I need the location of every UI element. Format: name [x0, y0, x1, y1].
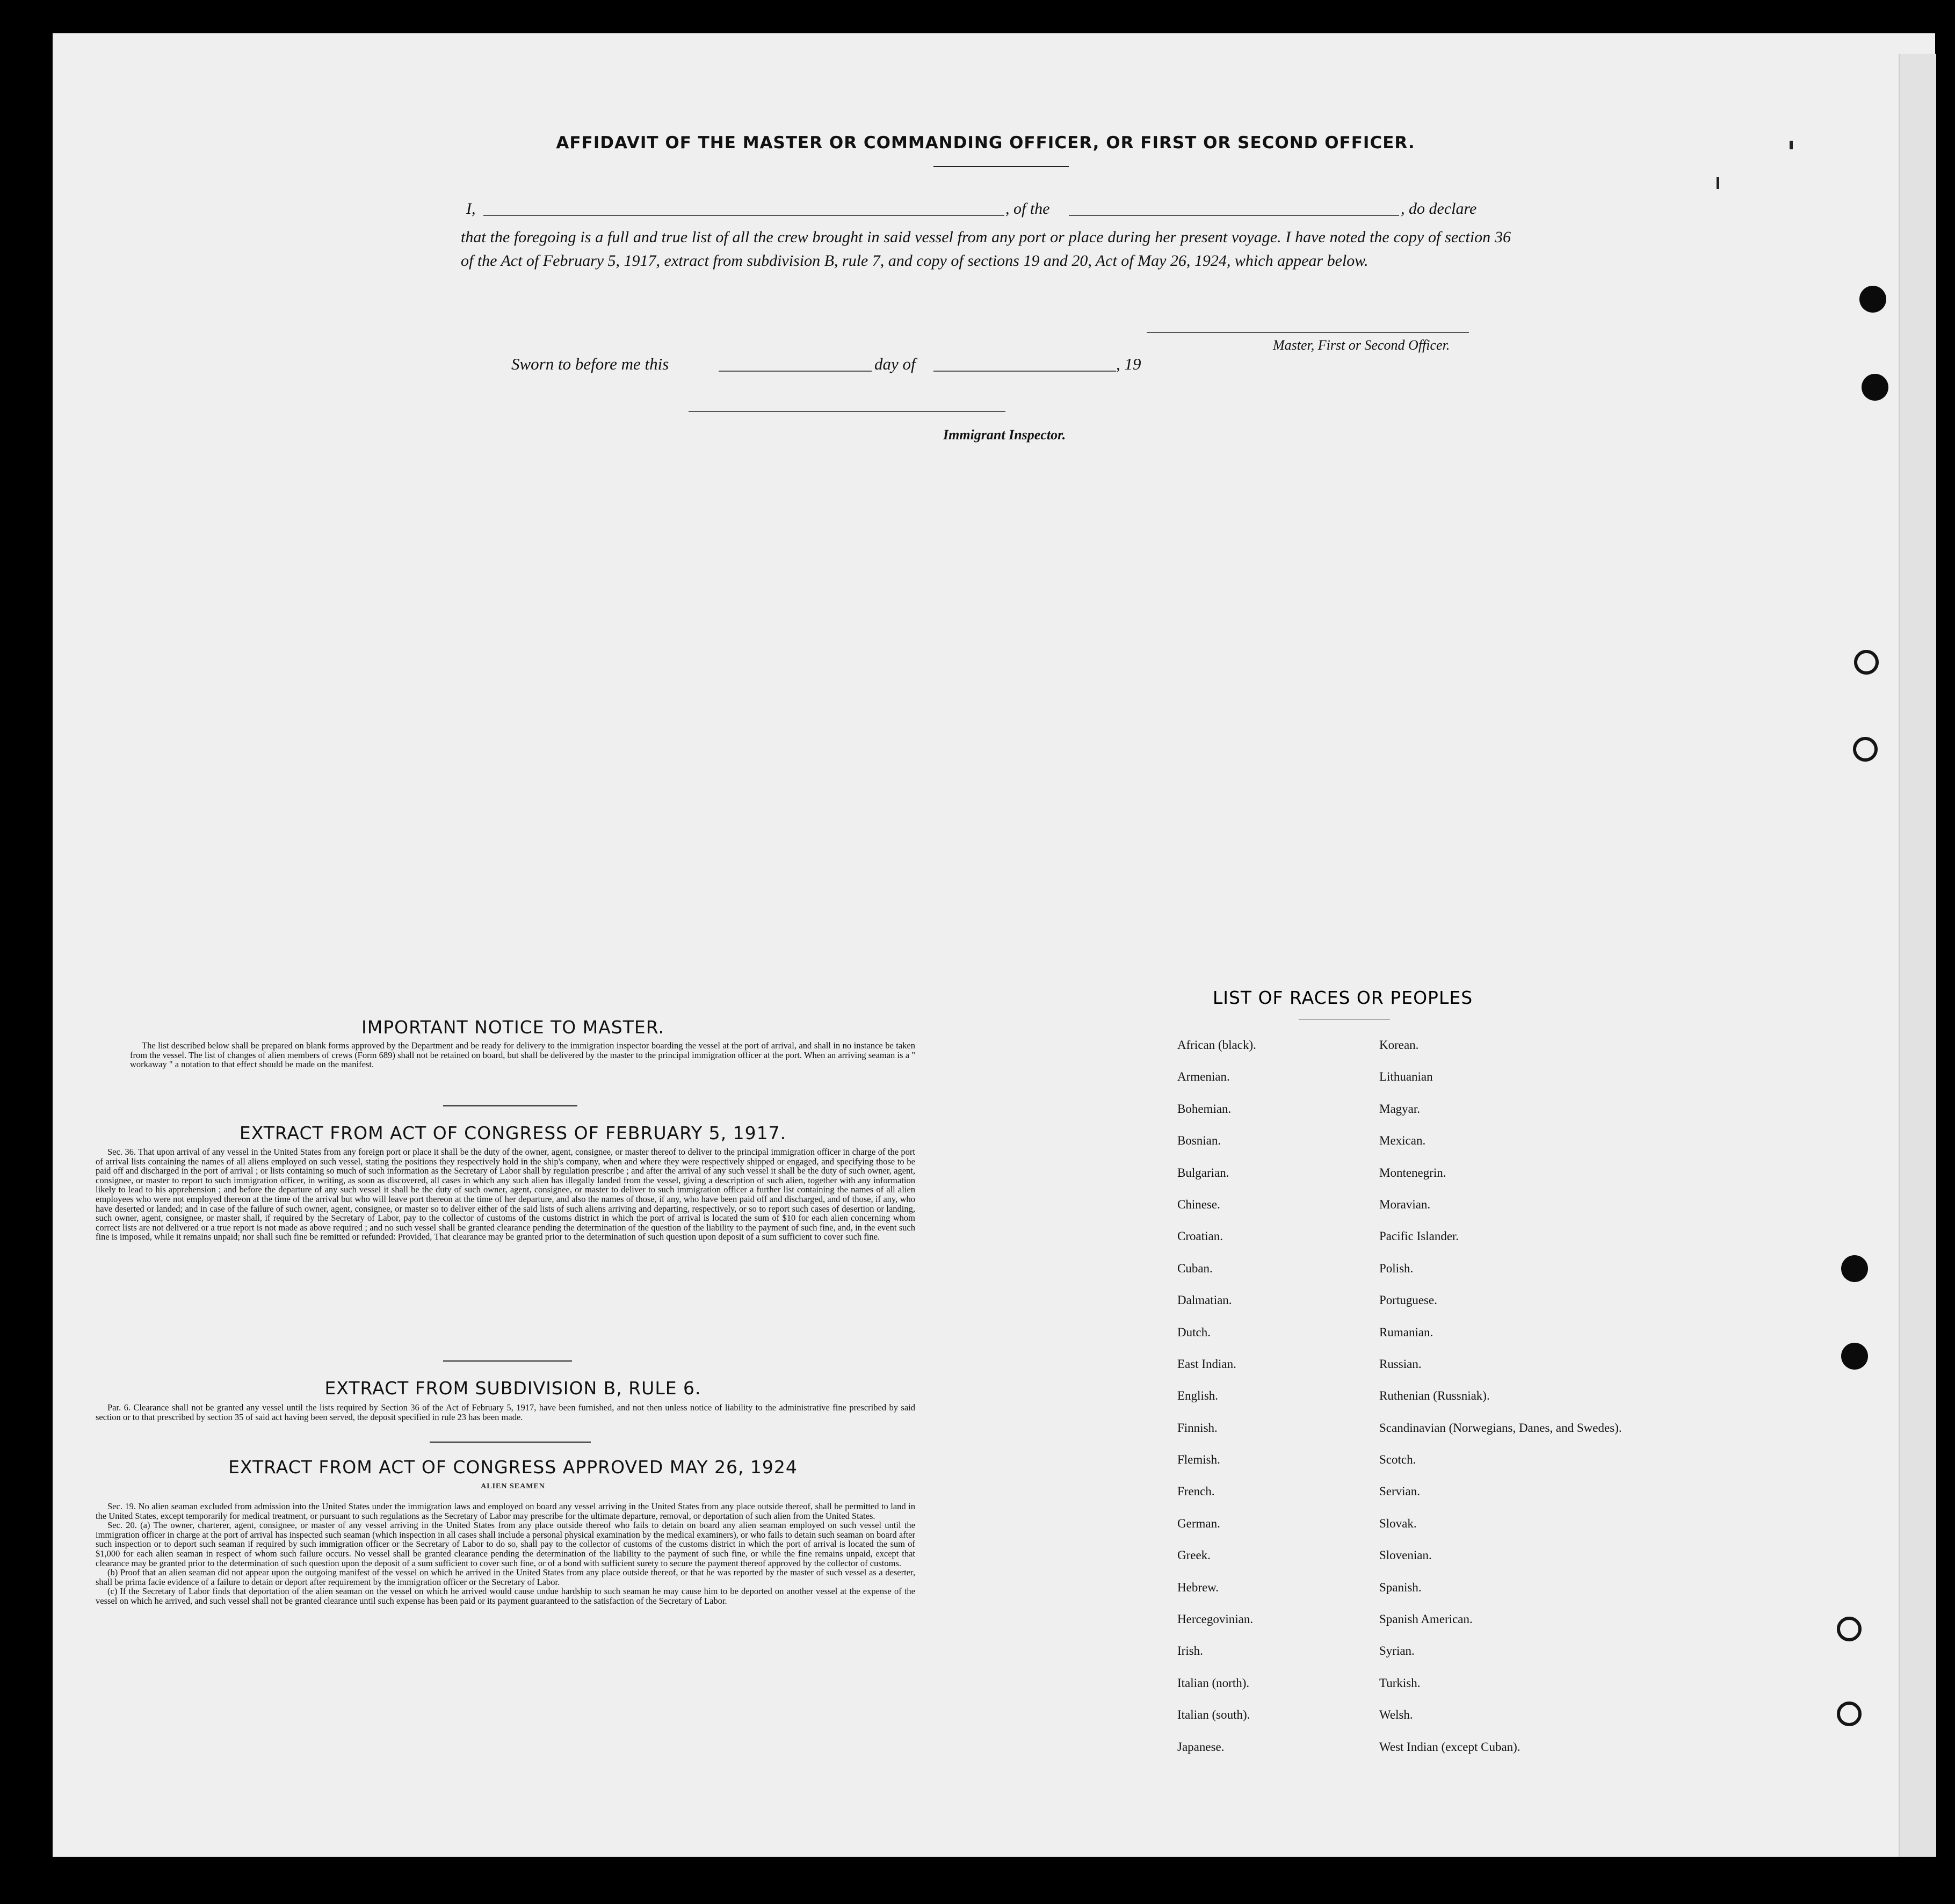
race-item: Bulgarian. — [1177, 1165, 1229, 1179]
race-item: Bosnian. — [1177, 1134, 1221, 1148]
punch-hole-ring — [1837, 1617, 1862, 1641]
race-item: Croatian. — [1177, 1229, 1223, 1243]
race-item: Spanish American. — [1379, 1612, 1473, 1626]
race-item: Irish. — [1177, 1644, 1203, 1658]
punch-hole-ring — [1853, 737, 1878, 762]
sheet-edge — [1899, 54, 1936, 1857]
race-item: Dutch. — [1177, 1325, 1211, 1339]
race-item: Armenian. — [1177, 1070, 1230, 1084]
race-item: Rumanian. — [1379, 1325, 1433, 1339]
race-item: Hercegovinian. — [1177, 1612, 1254, 1626]
race-item: Scotch. — [1379, 1453, 1416, 1467]
extract-rule6-body — [96, 1403, 915, 1422]
declaration-text: that the foregoing is a full and true list of all the crew brought in said vessel from any port or place during her present voyage. I have noted the copy of section 36 of the Act of February 5, 1917, extract from subdivision B, rule 7, and copy of sections 19 and 20, Act of May 26, 1924, which appear below. — [461, 228, 1511, 270]
extract-1917-title: EXTRACT FROM ACT OF CONGRESS OF FEBRUARY 5, 1917. — [239, 1123, 787, 1143]
extract-1924-title: EXTRACT FROM ACT OF CONGRESS APPROVED MAY 26, 1924 — [228, 1457, 798, 1478]
race-item: Servian. — [1379, 1485, 1421, 1498]
race-item: Lithuanian — [1379, 1070, 1433, 1084]
title-divider — [933, 166, 1069, 167]
race-item: Greek. — [1177, 1548, 1211, 1562]
race-item: Cuban. — [1177, 1261, 1213, 1275]
section-36-paragraph: Sec. 36. That upon arrival of any vessel in the United States from any foreign port or place it shall be the duty of the owner, agent, consignee, or master thereof to deliver to the principal immigration officer in charge of the port of arrival lists containing the names of all aliens employed on such vessel, stating the positions they respectively hold in the ship's company, when and where they were respectively shipped or engaged, and specifying those to be paid off and discharged in the port of arrival ; or lists containing so much of such information as the Secretary of Labor shall by regulation prescribe ; and after the arrival of any such vessel it shall be the duty of such owner, agent, consignee, or master to report to such immigration officer, in writing, as soon as discovered, all cases in which any such alien has illegally landed from the vessel, giving a description of such alien, together with any information likely to lead to his apprehension ; and before the departure of any such vessel it shall be the duty of such owner, agent, consignee, or master to deliver to such immigration officer a further list containing the names of all alien employees who were not employed thereon at the time of the arrival but who will leave port thereon at the time of her departure, and also the names of those, if any, who have been paid off and discharged, and of those, if any, who have deserted or landed; and in case of the failure of such owner, agent, consignee, or master so to deliver either of the said lists of such aliens arriving and departing, respectively, or so to report such cases of desertion or landing, such owner, agent, consignee, or master shall, if required by the Secretary of Labor, pay to the collector of customs of the customs district in which the port of arrival is located the sum of $10 for each alien concerning whom correct lists are not delivered or a true report is not made as above required ; and no such vessel shall be granted clearance pending the determination of the question of the liability to the payment of such fine, and, in the event such fine is imposed, while it remains unpaid; nor shall such fine be remitted or refunded: Provided, That clearance may be granted prior to the determination of such question upon deposit of a sum sufficient to cover such fine. — [96, 1147, 915, 1242]
vessel-name-line — [1069, 215, 1399, 216]
day-of-label: day of — [874, 354, 916, 373]
race-item: Russian. — [1379, 1357, 1422, 1371]
race-item: Moravian. — [1379, 1197, 1431, 1211]
race-item: Finnish. — [1177, 1421, 1218, 1435]
race-item: Polish. — [1379, 1261, 1414, 1275]
extract-1917-body — [96, 1147, 915, 1242]
section-divider — [443, 1105, 577, 1106]
year-label: , 19 — [1116, 354, 1141, 373]
race-item: Bohemian. — [1177, 1102, 1232, 1116]
race-item: Portuguese. — [1379, 1293, 1437, 1307]
sec-20b-paragraph: (b) Proof that an alien seaman did not appear upon the outgoing manifest of the vessel on which he arrived in the United States from any place outside thereof, or that he was reported by the master of such vessel as a deserter, shall be prima facie evidence of a failure to detain or deport after requirement by the immigration officer or the Secretary of Labor. — [96, 1567, 915, 1587]
sworn-month-line — [933, 371, 1116, 372]
race-item: German. — [1177, 1516, 1220, 1530]
race-item: Slovenian. — [1379, 1548, 1432, 1562]
notice-paragraph: The list described below shall be prepared on blank forms approved by the Department and be ready for delivery to the immigration inspector boarding the vessel at the port of arrival, and shall in no instance be taken from the vessel. The list of changes of alien members of crews (Form 689) shall not be retained on board, but shall be delivered by the master to the principal immigration officer at the port. When an arriving seaman is a " workaway " a notation to that effect should be made on the manifest. — [130, 1040, 915, 1070]
race-item: Syrian. — [1379, 1644, 1415, 1658]
punch-hole-ring — [1837, 1702, 1862, 1726]
race-item: Slovak. — [1379, 1516, 1417, 1530]
sworn-day-line — [719, 371, 872, 372]
punch-hole — [1859, 286, 1886, 313]
punch-hole — [1841, 1255, 1868, 1282]
pen-mark — [1790, 141, 1793, 149]
notice-body — [130, 1041, 915, 1069]
pen-mark — [1717, 177, 1719, 189]
master-signature-line — [1147, 332, 1469, 333]
race-item: East Indian. — [1177, 1357, 1236, 1371]
extract-rule6-title: EXTRACT FROM SUBDIVISION B, RULE 6. — [324, 1378, 701, 1399]
race-item: African (black). — [1177, 1038, 1256, 1052]
sec-19-paragraph: Sec. 19. No alien seaman excluded from admission into the United States under the immigration laws and employed on board any vessel arriving in the United States from any place outside thereof, shall be permitted to land in the United States, except temporarily for medical treatment, or pursuant to such regulations as the Secretary of Labor may prescribe for the ultimate departure, removal, or deportation of such alien from the United States. — [96, 1501, 915, 1521]
race-item: Japanese. — [1177, 1740, 1225, 1754]
punch-hole — [1862, 374, 1888, 401]
race-item: Korean. — [1379, 1038, 1419, 1052]
race-item: Magyar. — [1379, 1102, 1421, 1116]
alien-seamen-subtitle: ALIEN SEAMEN — [481, 1482, 545, 1490]
races-left-column — [1177, 1038, 1256, 1771]
extract-1924-body — [96, 1502, 915, 1606]
do-declare-label: , do declare — [1401, 200, 1477, 218]
sec-20c-paragraph: (c) If the Secretary of Labor finds that deportation of the alien seaman on the vessel on which he arrived would cause undue hardship to such seaman he may cause him to be deported on another vessel at the expense of the vessel on which he arrived, and such vessel shall not be granted clearance until such expense has been paid or its payment guaranteed to the satisfaction of the Secretary of Labor. — [96, 1586, 915, 1606]
affidavit-title: AFFIDAVIT OF THE MASTER OR COMMANDING OFFICER, OR FIRST OR SECOND OFFICER. — [556, 133, 1415, 153]
race-item: Flemish. — [1177, 1453, 1220, 1467]
race-item: Pacific Islander. — [1379, 1229, 1459, 1243]
race-item: Montenegrin. — [1379, 1165, 1446, 1179]
race-item: Ruthenian (Russniak). — [1379, 1389, 1490, 1403]
race-item: Hebrew. — [1177, 1580, 1219, 1594]
par-6-paragraph: Par. 6. Clearance shall not be granted any vessel until the lists required by Section 36 of the Act of February 5, 1917, have been furnished, and not then unless notice of liability to the administrative fine prescribed by said section or to that prescribed by section 35 of said act having been served, the deposit specified in rule 23 has been made. — [96, 1402, 915, 1422]
race-item: Mexican. — [1379, 1134, 1426, 1148]
inspector-caption: Immigrant Inspector. — [943, 427, 1066, 443]
race-item: Italian (south). — [1177, 1708, 1250, 1722]
race-item: French. — [1177, 1485, 1215, 1498]
race-item: Chinese. — [1177, 1197, 1220, 1211]
race-item: Scandinavian (Norwegians, Danes, and Swedes). — [1379, 1421, 1622, 1435]
inspector-signature-line — [689, 411, 1005, 412]
race-item: Italian (north). — [1177, 1676, 1250, 1690]
declarant-name-line — [483, 215, 1004, 216]
races-right-column — [1379, 1038, 1622, 1771]
punch-hole-ring — [1854, 650, 1879, 675]
master-signature-caption: Master, First or Second Officer. — [1273, 337, 1450, 353]
race-item: Turkish. — [1379, 1676, 1421, 1690]
declarant-label: I, — [466, 200, 476, 218]
notice-title: IMPORTANT NOTICE TO MASTER. — [361, 1017, 664, 1038]
race-item: Welsh. — [1379, 1708, 1413, 1722]
race-item: Spanish. — [1379, 1580, 1422, 1594]
section-divider — [430, 1442, 591, 1443]
race-item: Dalmatian. — [1177, 1293, 1232, 1307]
section-divider — [443, 1360, 572, 1362]
sec-20a-paragraph: Sec. 20. (a) The owner, charterer, agent, consignee, or master of any vessel arriving in the United States from any place outside thereof who fails to detain on board any alien seaman employed on such vessel until the immigration officer in charge at the port of arrival has inspected such seaman (which inspection in all cases shall include a personal physical examination by the medical examiners), or who fails to detain such seaman on board after such inspection or to deport such seaman if required by such immigration officer or the Secretary of Labor to do so, shall pay to the collector of customs of the customs district in which the port of arrival is located the sum of $1,000 for each alien seaman in respect of whom such failure occurs. No vessel shall be granted clearance pending the determination of the liability to the payment of such fine, or while the fine remains unpaid, except that clearance may be granted prior to the determination of such question upon the deposit of a sum sufficient to cover such fine, or of a bond with sufficient surety to secure the payment thereof approved by the collector of customs. — [96, 1520, 915, 1568]
of-the-label: , of the — [1005, 200, 1050, 218]
races-title: LIST OF RACES OR PEOPLES — [1212, 987, 1473, 1008]
sworn-label: Sworn to before me this — [511, 354, 669, 373]
race-item: West Indian (except Cuban). — [1379, 1740, 1520, 1754]
race-item: English. — [1177, 1389, 1219, 1403]
punch-hole — [1841, 1343, 1868, 1370]
